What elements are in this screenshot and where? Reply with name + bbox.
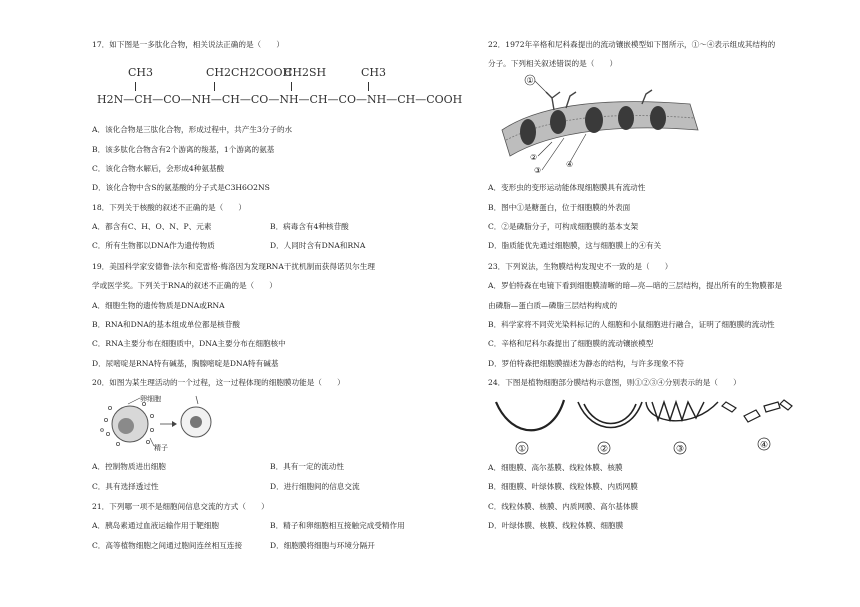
q21-option-d: D．细胞膜将细胞与环境分隔开 <box>270 541 375 550</box>
q17-option-b: B．该多肽化合物含有2个游离的羧基，1个游离的氨基 <box>92 145 275 154</box>
membrane-3-icon <box>646 402 718 421</box>
q22-option-c: C．②是磷脂分子，可构成细胞膜的基本支架 <box>488 222 639 231</box>
nucleus-icon <box>118 418 134 434</box>
membrane-4-icon <box>722 400 792 422</box>
left-column <box>92 0 472 607</box>
q23-option-a-line1: A．罗伯特森在电镜下看到细胞膜清晰的暗—亮—暗的三层结构，提出所有的生物膜都是 <box>488 281 783 290</box>
marker-4-label: ④ <box>566 160 574 169</box>
membrane-1-icon <box>496 400 564 430</box>
q17-bond <box>214 82 215 91</box>
q17-r-group-4: CH3 <box>361 66 387 79</box>
marker-4-leader <box>570 134 586 162</box>
q24-option-a: A．细胞膜、高尔基膜、线粒体膜、核膜 <box>488 463 623 472</box>
q21-option-b: B．精子和卵细胞相互接触完成受精作用 <box>270 521 405 530</box>
right-column <box>488 0 860 607</box>
q22-option-b: B．图中①是糖蛋白，位于细胞膜的外表面 <box>488 203 631 212</box>
marker-1-leader <box>534 80 548 94</box>
marker-3-leader <box>542 138 564 170</box>
egg-cell-label: 卵细胞 <box>140 395 161 403</box>
q23-stem: 23．下列说法，生物膜结构发现史不一致的是（ ） <box>488 262 673 271</box>
q19-stem-line2: 学或医学奖。下列关于RNA的叙述不正确的是（ ） <box>92 281 277 290</box>
marker-2-leader <box>538 142 552 156</box>
arrowhead-icon <box>172 421 177 427</box>
label-1: ① <box>518 444 527 455</box>
q24-membrane-structures-figure <box>492 394 804 456</box>
label-4: ④ <box>760 440 769 451</box>
label-2: ② <box>600 444 609 455</box>
q17-option-c: C．该化合物水解后，会形成4种氨基酸 <box>92 164 225 173</box>
q17-option-a: A．该化合物是三肽化合物，形成过程中，共产生3分子的水 <box>92 125 293 134</box>
q22-stem-line1: 22．1972年辛格和尼科森提出的流动镶嵌模型如下图所示，①～④表示组成其结构的 <box>488 40 776 49</box>
q19-option-d: D．尿嘧啶是RNA特有碱基，胸腺嘧啶是DNA特有碱基 <box>92 359 279 368</box>
q22-option-a: A．变形虫的变形运动能体现细胞膜具有流动性 <box>488 183 646 192</box>
q18-option-c: C．所有生物都以DNA作为遗传物质 <box>92 241 215 250</box>
zygote-nucleus-icon <box>190 416 202 428</box>
q19-option-c: C．RNA主要分布在细胞质中，DNA主要分布在细胞核中 <box>92 339 286 348</box>
q17-bond <box>291 82 292 91</box>
q18-option-d: D．人同时含有DNA和RNA <box>270 241 366 250</box>
q17-r-group-3: CH2SH <box>284 66 327 79</box>
q23-option-b: B．科学家将不同荧光染料标记的人细胞和小鼠细胞进行融合，证明了细胞膜的流动性 <box>488 320 775 329</box>
q17-polypeptide-formula <box>92 62 463 112</box>
marker-1-label: ① <box>526 76 534 85</box>
q19-stem-line1: 19．美国科学家安德鲁·法尔和克雷格·梅洛因为发现RNA干扰机制而获得诺贝尔生理 <box>92 262 375 271</box>
q17-r-group-1: CH3 <box>128 66 154 79</box>
egg-label-leader <box>128 398 140 404</box>
q20-stem: 20．如图为某生理活动的一个过程，这一过程体现的细胞膜功能是（ ） <box>92 378 345 387</box>
q20-option-d: D．进行细胞间的信息交流 <box>270 482 360 491</box>
q23-option-a-line2: 由磷脂—蛋白质—磷脂三层结构构成的 <box>488 301 618 310</box>
q24-option-c: C．线粒体膜、核膜、内质网膜、高尔基体膜 <box>488 502 639 511</box>
q22-option-d: D．脂质能优先通过细胞膜，这与细胞膜上的④有关 <box>488 241 662 250</box>
q20-fertilization-figure <box>96 392 246 452</box>
marker-2-label: ② <box>530 153 538 162</box>
q17-bond <box>135 82 136 91</box>
q17-main-chain: H2N—CH—CO—NH—CH—CO—NH—CH—CO—NH—CH—COOH <box>97 93 463 106</box>
q17-r-group-2: CH2CH2COOH <box>206 66 293 79</box>
q20-option-b: B．具有一定的流动性 <box>270 462 344 471</box>
q24-stem: 24．下图是植物细胞部分膜结构示意图，则①②③④分别表示的是（ ） <box>488 378 741 387</box>
q22-fluid-mosaic-model-figure <box>494 72 704 176</box>
q23-option-c: C．辛格和尼科尔森提出了细胞膜的流动镶嵌模型 <box>488 339 654 348</box>
q22-stem-line2: 分子。下列相关叙述错误的是（ ） <box>488 59 618 68</box>
q24-option-b: B．细胞膜、叶绿体膜、线粒体膜、内质网膜 <box>488 482 638 491</box>
q21-stem: 21．下列哪一项不是细胞间信息交流的方式（ ） <box>92 502 269 511</box>
q19-option-a: A．细胞生物的遗传物质是DNA或RNA <box>92 301 225 310</box>
q24-option-d: D．叶绿体膜、核膜、线粒体膜、细胞膜 <box>488 521 624 530</box>
q19-option-b: B．RNA和DNA的基本组成单位都是核苷酸 <box>92 320 240 329</box>
marker-3-label: ③ <box>534 166 542 175</box>
entering-sperm-icon <box>196 396 198 404</box>
q21-option-a: A．胰岛素通过血液运输作用于靶细胞 <box>92 521 219 530</box>
q18-option-a: A．都含有C、H、O、N、P、元素 <box>92 222 212 231</box>
q18-stem: 18．下列关于核酸的叙述不正确的是（ ） <box>92 203 246 212</box>
q18-option-b: B．病毒含有4种核苷酸 <box>270 222 349 231</box>
q20-option-a: A．控制物质进出细胞 <box>92 462 166 471</box>
q21-option-c: C．高等植物细胞之间通过胞间连丝相互连接 <box>92 541 243 550</box>
q17-stem: 17．如下图是一多肽化合物，相关说法正确的是（ ） <box>92 40 284 49</box>
q17-option-d: D．该化合物中含S的氨基酸的分子式是C3H6O2NS <box>92 183 270 192</box>
sperm-label: 精子 <box>154 444 168 452</box>
label-3: ③ <box>676 444 685 455</box>
membrane-2-icon <box>578 402 642 428</box>
q17-bond <box>368 82 369 91</box>
q20-option-c: C．具有选择透过性 <box>92 482 159 491</box>
q23-option-d: D．罗伯特森把细胞膜描述为静态的结构，与许多现象不符 <box>488 359 684 368</box>
